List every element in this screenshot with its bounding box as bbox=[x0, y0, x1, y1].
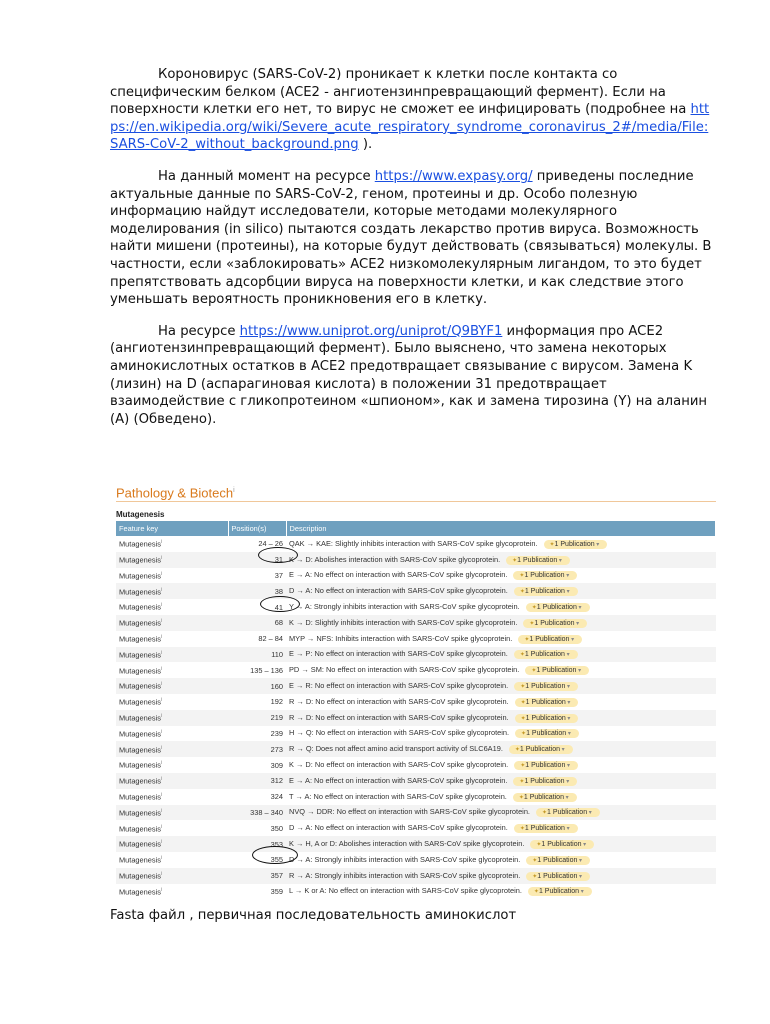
table-row bbox=[116, 852, 716, 868]
publication-badge[interactable]: ✦ 1 Publication ▾ bbox=[514, 650, 578, 659]
description-text: E → R: No effect on interaction with SARS-CoV spike glycoprotein. bbox=[289, 681, 509, 691]
description-text: E → A: No effect on interaction with SARS-CoV spike glycoprotein. bbox=[289, 775, 508, 785]
position-cell[interactable]: 82 – 84 bbox=[258, 634, 283, 644]
description-text: Y → A: Strongly inhibits interaction with SARS-CoV spike glycoprotein. bbox=[289, 602, 520, 612]
feature-key-text: Mutagenesis bbox=[119, 602, 161, 612]
uniprot-mutagenesis-screenshot bbox=[116, 482, 716, 900]
description-cell bbox=[286, 836, 716, 852]
info-icon: i bbox=[160, 665, 163, 672]
position-cell[interactable]: 192 bbox=[270, 697, 283, 707]
feature-key-text: Mutagenesis bbox=[119, 713, 161, 723]
table-header-row bbox=[116, 521, 716, 536]
description-cell bbox=[286, 757, 716, 773]
description-cell bbox=[286, 741, 716, 757]
position-cell[interactable]: 68 bbox=[228, 615, 286, 631]
position-cell[interactable]: 24 – 26 bbox=[258, 539, 283, 549]
description-cell bbox=[286, 726, 716, 742]
feature-key-text: Mutagenesis bbox=[119, 571, 161, 581]
publication-badge[interactable]: ✦ 1 Publication ▾ bbox=[525, 666, 589, 675]
feature-key-text: Mutagenesis bbox=[119, 587, 161, 597]
table-row bbox=[116, 805, 716, 821]
position-cell[interactable]: 219 bbox=[228, 710, 286, 726]
feature-key-text: Mutagenesis bbox=[119, 823, 161, 833]
feature-key-cell[interactable] bbox=[116, 678, 228, 694]
description-cell bbox=[286, 820, 716, 836]
feature-key-text: Mutagenesis bbox=[119, 760, 161, 770]
info-icon: i bbox=[160, 570, 163, 577]
info-icon: i bbox=[233, 487, 235, 494]
publication-badge[interactable]: ✦ 1 Publication ▾ bbox=[526, 856, 590, 865]
expasy-text: приведены последние актуальные данные по SARS-CoV-2, геном, протеины и др. Особо полезную информацию найдут исследователи, которые методами молекулярного моделирования (in silico) пытаются создать лекарство против вируса. Возможность найти мишени (протеины), на которые будут действовать (связываться) молекулы. В частности, если «заблокировать» ACE2 низкомолекулярным лигандом, то это будет препятствовать адсорбции вируса на поверхности клетки, и как следствие этого уменьшать вероятность проникновения его в клетку. bbox=[110, 168, 712, 308]
table-row bbox=[116, 836, 716, 852]
publication-badge[interactable]: ✦ 1 Publication ▾ bbox=[515, 714, 579, 723]
table-row bbox=[116, 820, 716, 836]
feature-key-text: Mutagenesis bbox=[119, 887, 161, 897]
table-row bbox=[116, 678, 716, 694]
description-cell bbox=[286, 615, 716, 631]
description-text: L → K or A: No effect on interaction with SARS-CoV spike glycoprotein. bbox=[289, 886, 522, 896]
publication-badge[interactable]: ✦ 1 Publication ▾ bbox=[523, 619, 587, 628]
description-text: H → Q: No effect on interaction with SARS-CoV spike glycoprotein. bbox=[289, 728, 510, 738]
feature-key-text: Mutagenesis bbox=[119, 729, 161, 739]
feature-key-text: Mutagenesis bbox=[119, 776, 161, 786]
description-cell bbox=[286, 805, 716, 821]
paragraph-intro bbox=[110, 66, 715, 154]
position-cell[interactable]: 312 bbox=[228, 773, 286, 789]
position-cell[interactable]: 31 bbox=[228, 552, 286, 568]
paragraph-uniprot bbox=[110, 323, 715, 429]
feature-key-text: Mutagenesis bbox=[119, 555, 161, 565]
feature-key-text: Mutagenesis bbox=[119, 839, 161, 849]
info-icon: i bbox=[160, 554, 163, 561]
table-row bbox=[116, 884, 716, 900]
expasy-lead: На данный момент на ресурсе bbox=[158, 168, 375, 184]
feature-key-cell[interactable] bbox=[116, 552, 228, 568]
highlight-circle-31 bbox=[258, 547, 298, 563]
mutagenesis-table bbox=[116, 521, 716, 899]
info-icon: i bbox=[160, 791, 163, 798]
description-text: PD → SM: No effect on interaction with SARS-CoV spike glycoprotein. bbox=[289, 665, 520, 675]
description-text: R → A: Strongly inhibits interaction with SARS-CoV spike glycoprotein. bbox=[289, 870, 521, 880]
description-text: E → P: No effect on interaction with SARS-CoV spike glycoprotein. bbox=[289, 649, 508, 659]
publication-badge[interactable]: ✦ 1 Publication ▾ bbox=[513, 777, 577, 786]
publication-badge[interactable]: ✦ 1 Publication ▾ bbox=[515, 698, 579, 707]
feature-key-cell[interactable] bbox=[116, 631, 228, 647]
mutagenesis-subtitle: Mutagenesis bbox=[116, 510, 165, 519]
table-row bbox=[116, 694, 716, 710]
feature-key-cell[interactable] bbox=[116, 710, 228, 726]
feature-key-text: Mutagenesis bbox=[119, 855, 161, 865]
table-row bbox=[116, 741, 716, 757]
feature-key-cell[interactable] bbox=[116, 599, 228, 615]
fasta-heading: Fasta файл , первичная последовательность аминокислот bbox=[110, 908, 517, 923]
header-positions[interactable]: Position(s) bbox=[228, 521, 286, 536]
position-cell[interactable]: 135 – 136 bbox=[250, 665, 283, 675]
description-text: K → H, A or D: Abolishes interaction with SARS-CoV spike glycoprotein. bbox=[289, 839, 525, 849]
position-cell[interactable]: 37 bbox=[274, 570, 283, 580]
feature-key-cell[interactable] bbox=[116, 647, 228, 663]
feature-key-cell[interactable] bbox=[116, 805, 228, 821]
feature-key-cell[interactable] bbox=[116, 615, 228, 631]
feature-key-text: Mutagenesis bbox=[119, 666, 161, 675]
description-cell bbox=[286, 710, 716, 726]
table-row bbox=[116, 710, 716, 726]
info-icon: i bbox=[160, 870, 163, 877]
feature-key-text: Mutagenesis bbox=[119, 744, 161, 754]
feature-key-cell[interactable] bbox=[116, 757, 228, 773]
publication-badge[interactable]: ✦ 1 Publication ▾ bbox=[514, 587, 578, 596]
header-description[interactable]: Description bbox=[286, 521, 716, 536]
description-cell bbox=[286, 868, 716, 884]
feature-key-text: Mutagenesis bbox=[119, 697, 161, 707]
position-cell[interactable]: 239 bbox=[270, 728, 283, 738]
info-icon: i bbox=[160, 823, 163, 830]
feature-key-cell[interactable] bbox=[116, 868, 228, 884]
info-icon: i bbox=[160, 633, 163, 640]
description-cell bbox=[286, 694, 716, 710]
description-text: D → A: No effect on interaction with SARS-CoV spike glycoprotein. bbox=[289, 823, 508, 833]
info-icon: i bbox=[160, 855, 163, 862]
table-row bbox=[116, 568, 716, 584]
feature-key-text: Mutagenesis bbox=[119, 792, 161, 802]
table-row bbox=[116, 757, 716, 773]
feature-key-cell[interactable] bbox=[116, 836, 228, 852]
table-row bbox=[116, 662, 716, 678]
publication-badge[interactable]: ✦ 1 Publication ▾ bbox=[513, 571, 577, 580]
uniprot-lead: На ресурсе bbox=[158, 323, 240, 339]
position-cell[interactable]: 38 bbox=[228, 583, 286, 599]
feature-key-text: Mutagenesis bbox=[119, 618, 161, 628]
position-cell[interactable]: 350 bbox=[270, 823, 283, 833]
description-cell bbox=[286, 678, 716, 694]
description-text: K → D: No effect on interaction with SARS-CoV spike glycoprotein. bbox=[289, 760, 509, 770]
feature-key-cell[interactable] bbox=[116, 884, 228, 900]
position-cell[interactable]: 160 bbox=[228, 678, 286, 694]
feature-key-cell[interactable] bbox=[116, 662, 228, 678]
info-icon: i bbox=[160, 728, 163, 735]
intro-text: Короновирус (SARS-CoV-2) проникает к клетки после контакта со специфическим белком (ACE2 - ангиотензинпревращающий фермент). Если на поверхности клетки его нет, то вирус не сможет ее инфицировать (подробнее на bbox=[110, 67, 691, 118]
position-cell[interactable]: 359 bbox=[270, 886, 283, 896]
pathology-title-text: Pathology & Biotech bbox=[116, 485, 234, 501]
description-cell bbox=[286, 852, 716, 868]
position-cell[interactable]: 324 bbox=[270, 792, 283, 802]
description-cell bbox=[286, 884, 716, 900]
table-row bbox=[116, 536, 716, 552]
table-row bbox=[116, 631, 716, 647]
info-icon: i bbox=[160, 618, 163, 625]
feature-key-cell[interactable] bbox=[116, 741, 228, 757]
table-row bbox=[116, 599, 716, 615]
table-row bbox=[116, 552, 716, 568]
feature-key-cell[interactable] bbox=[116, 773, 228, 789]
position-cell[interactable]: 355 bbox=[270, 855, 283, 865]
info-icon: i bbox=[160, 697, 163, 704]
feature-key-cell[interactable] bbox=[116, 726, 228, 742]
description-cell bbox=[286, 583, 716, 599]
description-cell bbox=[286, 568, 716, 584]
description-text: QAK → KAE: Slightly inhibits interaction with SARS-CoV spike glycoprotein. bbox=[289, 538, 538, 548]
feature-key-cell[interactable] bbox=[116, 583, 228, 599]
feature-key-text: Mutagenesis bbox=[119, 871, 161, 881]
description-text: E → A: No effect on interaction with SARS-CoV spike glycoprotein. bbox=[289, 570, 508, 580]
table-row bbox=[116, 789, 716, 805]
description-cell bbox=[286, 599, 716, 615]
position-cell[interactable]: 273 bbox=[228, 741, 286, 757]
publication-badge[interactable]: ✦ 1 Publication ▾ bbox=[514, 682, 578, 691]
title-divider bbox=[116, 501, 716, 502]
document-body bbox=[110, 66, 715, 442]
feature-key-text: Mutagenesis bbox=[119, 634, 161, 644]
table-row bbox=[116, 868, 716, 884]
expasy-link[interactable]: https://www.expasy.org/ bbox=[374, 168, 533, 184]
info-icon: i bbox=[160, 649, 163, 656]
feature-key-cell[interactable] bbox=[116, 852, 228, 868]
description-text: R → D: No effect on interaction with SARS-CoV spike glycoprotein. bbox=[289, 696, 509, 706]
publication-badge[interactable]: ✦ 1 Publication ▾ bbox=[515, 729, 579, 738]
info-icon: i bbox=[160, 681, 163, 688]
highlight-circle-355 bbox=[252, 846, 298, 864]
description-cell bbox=[286, 536, 716, 552]
feature-key-text: Mutagenesis bbox=[119, 681, 161, 691]
publication-badge[interactable]: ✦ 1 Publication ▾ bbox=[526, 603, 590, 612]
header-feature-key[interactable]: Feature key bbox=[116, 521, 228, 536]
description-text: T → A: No effect on interaction with SARS-CoV spike glycoprotein. bbox=[289, 791, 507, 801]
table-row bbox=[116, 726, 716, 742]
description-cell bbox=[286, 631, 716, 647]
feature-key-cell[interactable] bbox=[116, 820, 228, 836]
description-text: R → Q: Does not affect amino acid transport activity of SLC6A19. bbox=[289, 744, 503, 754]
publication-badge[interactable]: ✦ 1 Publication ▾ bbox=[509, 745, 573, 754]
position-cell[interactable]: 110 bbox=[228, 647, 286, 663]
feature-key-cell[interactable] bbox=[116, 568, 228, 584]
publication-badge[interactable]: ✦ 1 Publication ▾ bbox=[514, 824, 578, 833]
info-icon: i bbox=[160, 839, 163, 846]
description-text: R → D: No effect on interaction with SARS-CoV spike glycoprotein. bbox=[289, 712, 509, 722]
table-row bbox=[116, 615, 716, 631]
description-cell bbox=[286, 662, 716, 678]
publication-badge[interactable]: ✦ 1 Publication ▾ bbox=[528, 887, 592, 896]
feature-key-cell[interactable] bbox=[116, 694, 228, 710]
publication-badge[interactable]: ✦ 1 Publication ▾ bbox=[526, 872, 590, 881]
description-text: K → D: Abolishes interaction with SARS-CoV spike glycoprotein. bbox=[289, 554, 501, 564]
description-text: MYP → NFS: Inhibits interaction with SARS-CoV spike glycoprotein. bbox=[289, 633, 513, 643]
feature-key-cell[interactable] bbox=[116, 789, 228, 805]
info-icon: i bbox=[160, 586, 163, 593]
uniprot-text: информация про ACE2 (ангиотензинпревращающий фермент). Было выяснено, что замена некоторых аминокислотных остатков в ACE2 предотвращает связывание с вирусом. Замена K (лизин) на D (аспарагиновая кислота) в положении 31 предотвращает взаимодействие с гликопротеином «шпионом», как и замена тирозина (Y) на аланин (A) (Обведено). bbox=[110, 323, 708, 427]
publication-badge[interactable]: ✦ 1 Publication ▾ bbox=[506, 556, 570, 565]
intro-end: ). bbox=[358, 137, 373, 153]
description-cell bbox=[286, 773, 716, 789]
feature-key-text: Mutagenesis bbox=[119, 650, 161, 660]
position-cell[interactable]: 309 bbox=[270, 760, 283, 770]
description-text: NVQ → DDR: No effect on interaction with SARS-CoV spike glycoprotein. bbox=[289, 807, 530, 817]
position-cell[interactable]: 41 bbox=[274, 602, 283, 612]
publication-badge[interactable]: ✦ 1 Publication ▾ bbox=[514, 761, 578, 770]
feature-key-cell[interactable] bbox=[116, 536, 228, 552]
pathology-title bbox=[116, 482, 716, 500]
table-row bbox=[116, 773, 716, 789]
info-icon: i bbox=[160, 744, 163, 751]
wikipedia-link[interactable]: https://en.wikipedia.org/wiki/Severe_acute_respiratory_syndrome_coronavirus_2#/media/File:SARS-CoV-2_without_background.png bbox=[110, 102, 710, 153]
feature-key-text: Mutagenesis bbox=[119, 808, 161, 818]
publication-badge[interactable]: ✦ 1 Publication ▾ bbox=[530, 840, 594, 849]
info-icon: i bbox=[160, 807, 163, 814]
publication-badge[interactable]: ✦ 1 Publication ▾ bbox=[544, 540, 608, 549]
position-cell[interactable]: 353 bbox=[228, 836, 286, 852]
description-text: K → D: Slightly inhibits interaction with SARS-CoV spike glycoprotein. bbox=[289, 617, 518, 627]
info-icon: i bbox=[160, 602, 163, 609]
description-text: D → A: No effect on interaction with SARS-CoV spike glycoprotein. bbox=[289, 586, 508, 596]
info-icon: i bbox=[160, 886, 163, 893]
highlight-circle-41 bbox=[260, 596, 300, 612]
position-cell[interactable]: 338 – 340 bbox=[228, 805, 286, 821]
uniprot-link[interactable]: https://www.uniprot.org/uniprot/Q9BYF1 bbox=[239, 323, 503, 339]
info-icon: i bbox=[160, 539, 163, 546]
info-icon: i bbox=[160, 712, 163, 719]
position-cell[interactable]: 357 bbox=[228, 868, 286, 884]
info-icon: i bbox=[160, 776, 163, 783]
table-row bbox=[116, 583, 716, 599]
publication-badge[interactable]: ✦ 1 Publication ▾ bbox=[518, 635, 582, 644]
paragraph-expasy bbox=[110, 168, 715, 309]
feature-key-text: Mutagenesis bbox=[119, 539, 161, 549]
description-cell bbox=[286, 647, 716, 663]
description-cell bbox=[286, 552, 716, 568]
table-row bbox=[116, 647, 716, 663]
publication-badge[interactable]: ✦ 1 Publication ▾ bbox=[513, 793, 577, 802]
description-cell bbox=[286, 789, 716, 805]
description-text: D → A: Strongly inhibits interaction with SARS-CoV spike glycoprotein. bbox=[289, 854, 521, 864]
info-icon: i bbox=[160, 760, 163, 767]
publication-badge[interactable]: ✦ 1 Publication ▾ bbox=[536, 808, 600, 817]
